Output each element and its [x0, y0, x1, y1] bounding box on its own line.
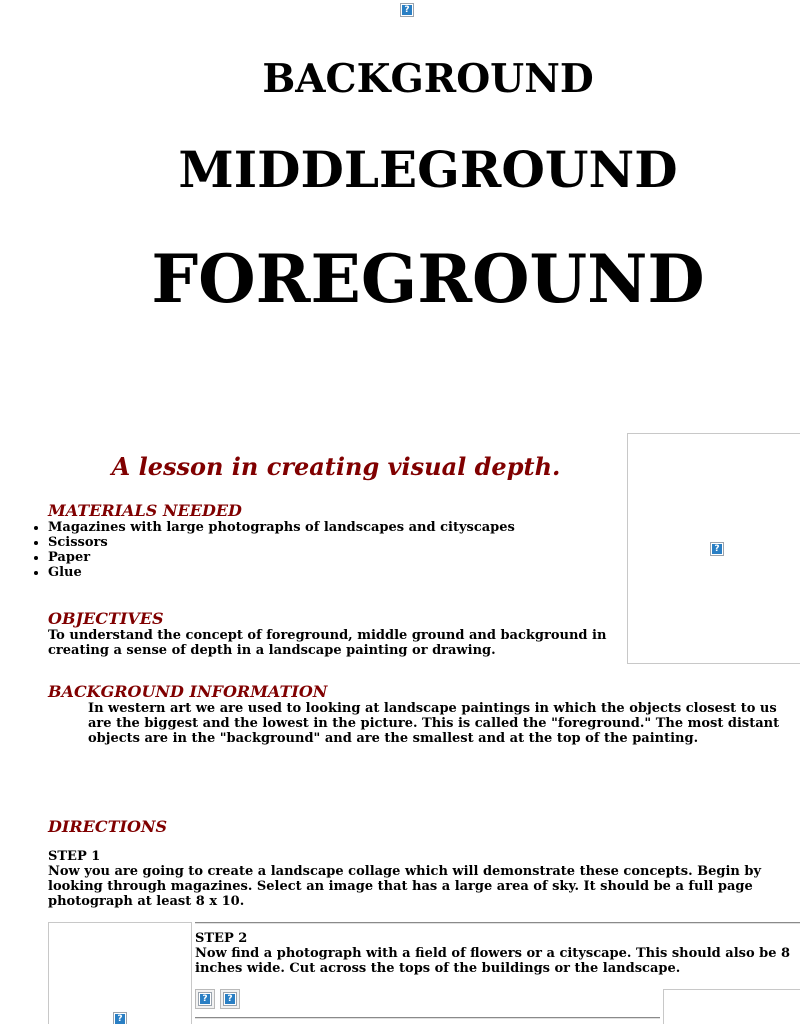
heading-middleground: MIDDLEGROUND [178, 140, 678, 199]
list-item: • Magazines with large photographs of landscapes and cityscapes [48, 520, 515, 535]
objectives-text: To understand the concept of foreground, middle ground and background in creating a sense of depth in a landscape painting or drawing. [48, 628, 607, 658]
heading-background: BACKGROUND [262, 56, 594, 102]
broken-image-glyph: ? [200, 994, 210, 1004]
step-3-image-frame [663, 989, 800, 1024]
heading-foreground: FOREGROUND [151, 240, 705, 318]
broken-image-glyph: ? [712, 544, 722, 554]
materials-heading: MATERIALS NEEDED [48, 501, 242, 520]
broken-image-icon [400, 3, 414, 17]
list-item: • Glue [48, 565, 515, 580]
background-info-heading: BACKGROUND INFORMATION [48, 682, 328, 701]
step-2-text: Now find a photograph with a field of flowers or a cityscape. This should also be 8 inches wide. Cut across the tops of the buildings or the landscape. [195, 946, 791, 976]
divider [195, 922, 800, 924]
background-info-text: In western art we are used to looking at landscape paintings in which the objects closest to us are the biggest and the lowest in the picture. This is called the "foreground." The most distant objects are in the "background" and are the smallest and at the top of the painting. [88, 701, 780, 746]
materials-list [48, 520, 515, 580]
step-1-label: STEP 1 [48, 849, 101, 864]
directions-heading: DIRECTIONS [48, 817, 168, 836]
broken-image-icon [710, 542, 724, 556]
objectives-heading: OBJECTIVES [48, 609, 164, 628]
step-1-text: Now you are going to create a landscape collage which will demonstrate these concepts. Begin by looking through magazines. Select an image that has a large area of sky. It should be a full page photograph at least 8 x 10. [48, 864, 762, 909]
thumbnail-image-1[interactable] [195, 989, 215, 1009]
broken-image-icon [223, 992, 237, 1006]
step-2-label: STEP 2 [195, 931, 248, 946]
broken-image-glyph: ? [115, 1014, 125, 1024]
list-item: • Scissors [48, 535, 515, 550]
thumbnail-image-2[interactable] [220, 989, 240, 1009]
step-2-image-frame [48, 922, 192, 1024]
lesson-image-frame [627, 433, 800, 664]
broken-image-icon [113, 1012, 127, 1024]
broken-image-glyph: ? [402, 5, 412, 15]
divider [195, 1017, 660, 1019]
broken-image-icon [198, 992, 212, 1006]
list-item: • Paper [48, 550, 515, 565]
broken-image-glyph: ? [225, 994, 235, 1004]
lesson-subtitle: A lesson in creating visual depth. [111, 452, 561, 481]
